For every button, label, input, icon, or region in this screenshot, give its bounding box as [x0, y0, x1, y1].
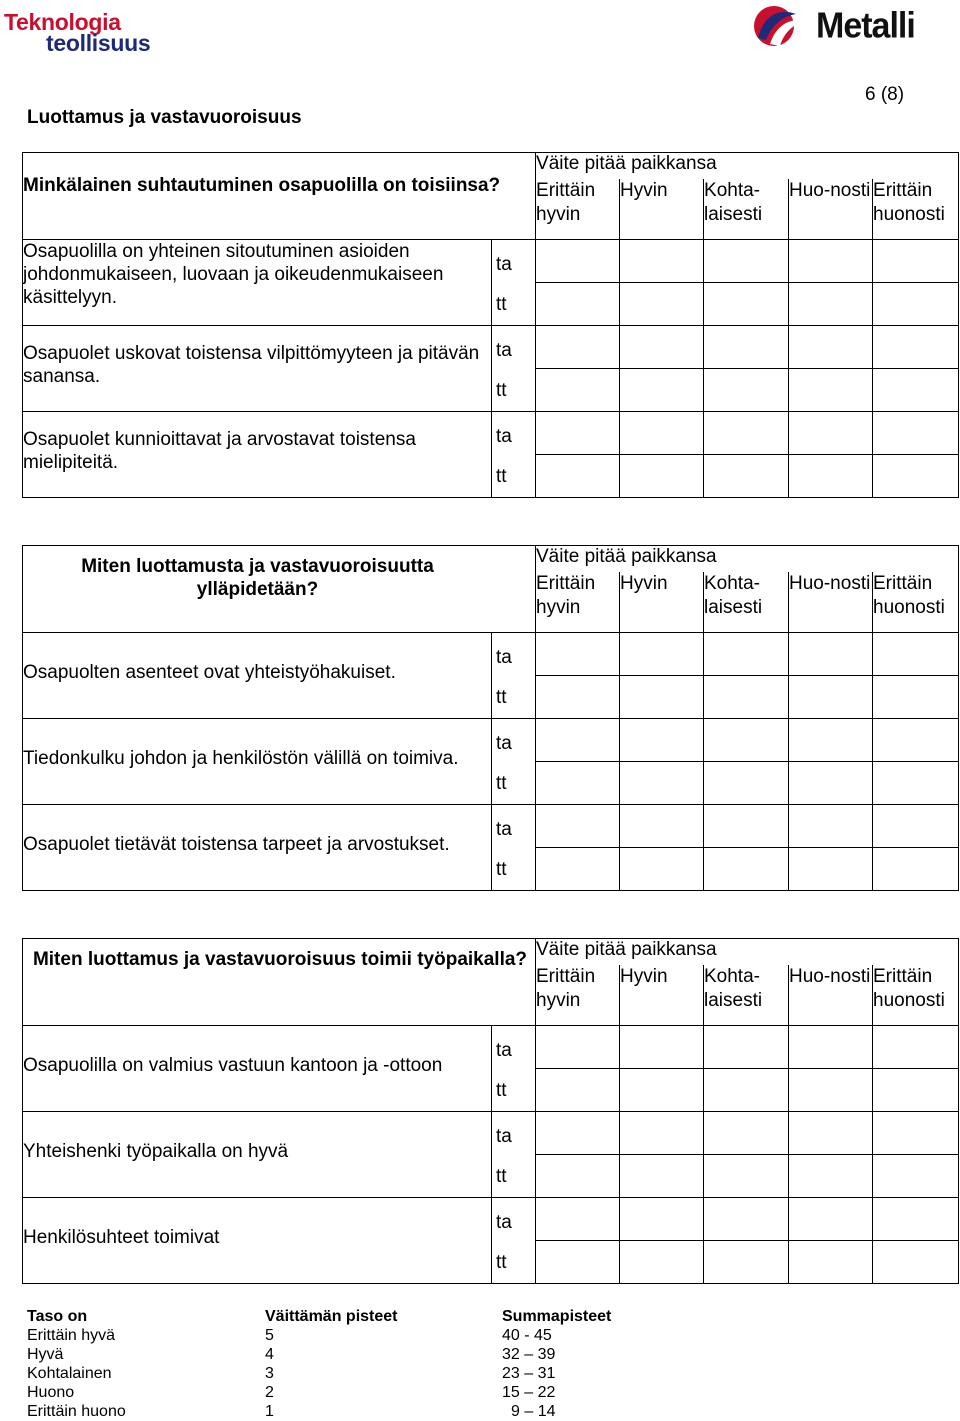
- rating-cell[interactable]: [620, 454, 704, 497]
- ta-label: ta: [496, 1039, 512, 1061]
- rating-cell[interactable]: [536, 282, 620, 325]
- tt-label: tt: [496, 686, 507, 708]
- rating-cell[interactable]: [536, 1025, 620, 1068]
- rating-cell[interactable]: [704, 675, 789, 718]
- rating-cell[interactable]: [873, 847, 959, 890]
- scale-moderate: Kohta-laisesti: [704, 179, 789, 239]
- rating-cell[interactable]: [789, 1154, 873, 1197]
- rating-cell[interactable]: [536, 804, 620, 847]
- question-heading-text: Miten luottamus ja vastavuoroisuus toimii työpaikalla?: [32, 949, 528, 970]
- rating-cell[interactable]: [536, 368, 620, 411]
- scale-poor: Huo-nosti: [789, 572, 873, 632]
- table-row: [23, 239, 959, 282]
- legend-cell: 9 – 14: [511, 1403, 556, 1420]
- rating-cell[interactable]: [873, 1240, 959, 1283]
- rating-cell[interactable]: [789, 847, 873, 890]
- logo-line-2: teollisuus: [46, 30, 151, 56]
- scale-very-poor: Erittäin huonosti: [873, 572, 959, 632]
- statement-text: Osapuolet tietävät toistensa tarpeet ja arvostukset.: [23, 804, 492, 890]
- verdict-heading: Väite pitää paikkansa: [536, 939, 959, 966]
- ta-label: ta: [496, 253, 512, 275]
- legend-cell: Kohtalainen: [27, 1365, 112, 1382]
- metalli-logo: [750, 4, 915, 48]
- ta-tt-cell: [492, 804, 536, 890]
- rating-cell[interactable]: [704, 761, 789, 804]
- scale-very-good: Erittäin hyvin: [536, 572, 620, 632]
- ta-tt-cell: [492, 1197, 536, 1283]
- legend-cell: 3: [265, 1365, 274, 1382]
- tt-label: tt: [496, 772, 507, 794]
- tt-label: tt: [496, 293, 507, 315]
- rating-cell[interactable]: [536, 1068, 620, 1111]
- legend-cell: Huono: [27, 1384, 75, 1401]
- tt-label: tt: [496, 1251, 507, 1273]
- legend-cell: 23 – 31: [502, 1365, 556, 1382]
- rating-cell[interactable]: [873, 1068, 959, 1111]
- ta-tt-cell: [492, 632, 536, 718]
- rating-cell[interactable]: [704, 1025, 789, 1068]
- table-row: [23, 632, 959, 675]
- rating-cell[interactable]: [536, 1240, 620, 1283]
- rating-cell[interactable]: [789, 1068, 873, 1111]
- rating-cell[interactable]: [789, 282, 873, 325]
- rating-cell[interactable]: [873, 1111, 959, 1154]
- rating-cell[interactable]: [536, 454, 620, 497]
- statement-text: Osapuolilla on valmius vastuun kantoon ja -ottoon: [23, 1025, 492, 1111]
- rating-cell[interactable]: [620, 804, 704, 847]
- rating-cell[interactable]: [789, 1240, 873, 1283]
- scale-moderate: Kohta-laisesti: [704, 965, 789, 1025]
- rating-cell[interactable]: [789, 411, 873, 454]
- rating-cell[interactable]: [620, 847, 704, 890]
- rating-cell[interactable]: [789, 804, 873, 847]
- rating-cell[interactable]: [620, 1197, 704, 1240]
- statement-text: Henkilösuhteet toimivat: [23, 1197, 492, 1283]
- legend-cell: 32 – 39: [502, 1346, 556, 1363]
- questionnaire-table-2: [22, 545, 959, 891]
- rating-cell[interactable]: [873, 1025, 959, 1068]
- legend-cell: 1: [265, 1403, 274, 1420]
- rating-cell[interactable]: [704, 411, 789, 454]
- rating-cell[interactable]: [873, 632, 959, 675]
- scale-poor: Huo-nosti: [789, 965, 873, 1025]
- metalli-emblem-icon: [750, 4, 810, 48]
- questionnaire-table-1: [22, 152, 959, 498]
- rating-cell[interactable]: [873, 675, 959, 718]
- legend-cell: 4: [265, 1346, 274, 1363]
- page-number: 6 (8): [865, 84, 905, 105]
- teknologiateollisuus-logo: [4, 9, 151, 56]
- scale-poor: Huo-nosti: [789, 179, 873, 239]
- ta-tt-cell: [492, 1025, 536, 1111]
- tt-label: tt: [496, 1165, 507, 1187]
- statement-text: Yhteishenki työpaikalla on hyvä: [23, 1111, 492, 1197]
- ta-tt-cell: [492, 1111, 536, 1197]
- rating-cell[interactable]: [620, 325, 704, 368]
- rating-cell[interactable]: [536, 325, 620, 368]
- table-row: [23, 1025, 959, 1068]
- ta-label: ta: [496, 1125, 512, 1147]
- rating-cell[interactable]: [873, 1154, 959, 1197]
- rating-cell[interactable]: [704, 1240, 789, 1283]
- rating-cell[interactable]: [704, 1111, 789, 1154]
- rating-cell[interactable]: [536, 1197, 620, 1240]
- rating-cell[interactable]: [873, 282, 959, 325]
- ta-label: ta: [496, 339, 512, 361]
- legend-header: Väittämän pisteet: [265, 1308, 398, 1325]
- ta-label: ta: [496, 732, 512, 754]
- statement-text: Osapuolet uskovat toistensa vilpittömyyteen ja pitävän sanansa.: [23, 325, 492, 411]
- rating-cell[interactable]: [620, 1111, 704, 1154]
- questionnaire-table-3: [22, 938, 959, 1284]
- rating-cell[interactable]: [704, 718, 789, 761]
- statement-text: Osapuolten asenteet ovat yhteistyöhakuiset.: [23, 632, 492, 718]
- rating-cell[interactable]: [789, 1111, 873, 1154]
- rating-cell[interactable]: [704, 454, 789, 497]
- legend-cell: 40 - 45: [502, 1327, 552, 1344]
- rating-cell[interactable]: [620, 1154, 704, 1197]
- rating-cell[interactable]: [536, 1154, 620, 1197]
- rating-cell[interactable]: [704, 282, 789, 325]
- scale-very-good: Erittäin hyvin: [536, 965, 620, 1025]
- rating-cell[interactable]: [620, 1240, 704, 1283]
- rating-cell[interactable]: [704, 239, 789, 282]
- scale-moderate: Kohta-laisesti: [704, 572, 789, 632]
- rating-cell[interactable]: [873, 411, 959, 454]
- rating-cell[interactable]: [873, 454, 959, 497]
- ta-label: ta: [496, 646, 512, 668]
- rating-cell[interactable]: [620, 675, 704, 718]
- legend-header: Taso on: [27, 1308, 88, 1325]
- legend-column-sum: [502, 1307, 611, 1421]
- rating-cell[interactable]: [873, 368, 959, 411]
- legend-header: Summapisteet: [502, 1308, 612, 1325]
- tt-label: tt: [496, 1079, 507, 1101]
- rating-cell[interactable]: [789, 632, 873, 675]
- rating-cell[interactable]: [704, 1068, 789, 1111]
- scale-very-poor: Erittäin huonosti: [873, 965, 959, 1025]
- verdict-heading: Väite pitää paikkansa: [536, 546, 959, 573]
- ta-label: ta: [496, 818, 512, 840]
- rating-cell[interactable]: [789, 239, 873, 282]
- legend-cell: Hyvä: [27, 1346, 64, 1363]
- tt-label: tt: [496, 379, 507, 401]
- rating-cell[interactable]: [704, 368, 789, 411]
- ta-label: ta: [496, 425, 512, 447]
- question-heading-text: Miten luottamusta ja vastavuoroisuutta ylläpidetään?: [81, 556, 434, 600]
- rating-cell[interactable]: [620, 239, 704, 282]
- rating-cell[interactable]: [536, 632, 620, 675]
- rating-cell[interactable]: [620, 718, 704, 761]
- rating-cell[interactable]: [789, 1197, 873, 1240]
- legend-column-level: [27, 1307, 126, 1421]
- rating-cell[interactable]: [536, 1111, 620, 1154]
- rating-cell[interactable]: [620, 632, 704, 675]
- rating-cell[interactable]: [704, 847, 789, 890]
- legend-cell: 15 – 22: [502, 1384, 556, 1401]
- rating-cell[interactable]: [620, 761, 704, 804]
- rating-cell[interactable]: [789, 1025, 873, 1068]
- rating-cell[interactable]: [620, 1025, 704, 1068]
- rating-cell[interactable]: [873, 761, 959, 804]
- rating-cell[interactable]: [620, 282, 704, 325]
- scale-good: Hyvin: [620, 965, 704, 1025]
- rating-cell[interactable]: [873, 239, 959, 282]
- rating-cell[interactable]: [789, 325, 873, 368]
- ta-tt-cell: [492, 411, 536, 497]
- table-row: [23, 411, 959, 454]
- rating-cell[interactable]: [536, 847, 620, 890]
- rating-cell[interactable]: [704, 804, 789, 847]
- tt-label: tt: [496, 858, 507, 880]
- question-heading: Minkälainen suhtautuminen osapuolilla on toisiinsa?: [23, 153, 536, 240]
- legend-cell: Erittäin hyvä: [27, 1327, 116, 1344]
- rating-cell[interactable]: [536, 718, 620, 761]
- section-title: Luottamus ja vastavuoroisuus: [27, 107, 302, 128]
- rating-cell[interactable]: [873, 325, 959, 368]
- tt-label: tt: [496, 465, 507, 487]
- question-heading: [23, 546, 536, 633]
- rating-cell[interactable]: [620, 1068, 704, 1111]
- rating-cell[interactable]: [704, 632, 789, 675]
- scale-very-good: Erittäin hyvin: [536, 179, 620, 239]
- legend-cell: Erittäin huono: [27, 1403, 126, 1420]
- scale-good: Hyvin: [620, 572, 704, 632]
- rating-cell[interactable]: [704, 325, 789, 368]
- rating-cell[interactable]: [704, 1197, 789, 1240]
- rating-cell[interactable]: [620, 368, 704, 411]
- legend-column-points: [265, 1307, 397, 1421]
- legend-cell: 5: [265, 1327, 274, 1344]
- table-row: [23, 1111, 959, 1154]
- rating-cell[interactable]: [873, 804, 959, 847]
- table-row: [23, 1197, 959, 1240]
- rating-cell[interactable]: [704, 1154, 789, 1197]
- ta-tt-cell: [492, 325, 536, 411]
- scale-very-poor: Erittäin huonosti: [873, 179, 959, 239]
- table-row: [23, 718, 959, 761]
- ta-tt-cell: [492, 239, 536, 325]
- rating-cell[interactable]: [789, 761, 873, 804]
- rating-cell[interactable]: [789, 368, 873, 411]
- ta-tt-cell: [492, 718, 536, 804]
- logo-line-1: Teknologia: [4, 9, 121, 35]
- statement-text: Tiedonkulku johdon ja henkilöstön välillä on toimiva.: [23, 718, 492, 804]
- question-heading: [23, 939, 536, 1026]
- rating-cell[interactable]: [789, 454, 873, 497]
- statement-text: Osapuolet kunnioittavat ja arvostavat toistensa mielipiteitä.: [23, 411, 492, 497]
- metalli-wordmark: Metalli: [816, 5, 915, 46]
- ta-label: ta: [496, 1211, 512, 1233]
- verdict-heading: Väite pitää paikkansa: [536, 153, 959, 180]
- rating-cell[interactable]: [873, 1197, 959, 1240]
- rating-cell[interactable]: [873, 718, 959, 761]
- rating-cell[interactable]: [536, 411, 620, 454]
- rating-cell[interactable]: [620, 411, 704, 454]
- table-row: [23, 325, 959, 368]
- rating-cell[interactable]: [536, 239, 620, 282]
- rating-cell[interactable]: [789, 718, 873, 761]
- legend-cell: 2: [265, 1384, 274, 1401]
- scale-good: Hyvin: [620, 179, 704, 239]
- statement-text: Osapuolilla on yhteinen sitoutuminen asioiden johdonmukaiseen, luovaan ja oikeudenmukaiseen käsittelyyn.: [23, 239, 492, 325]
- rating-cell[interactable]: [536, 675, 620, 718]
- rating-cell[interactable]: [536, 761, 620, 804]
- table-row: [23, 804, 959, 847]
- rating-cell[interactable]: [789, 675, 873, 718]
